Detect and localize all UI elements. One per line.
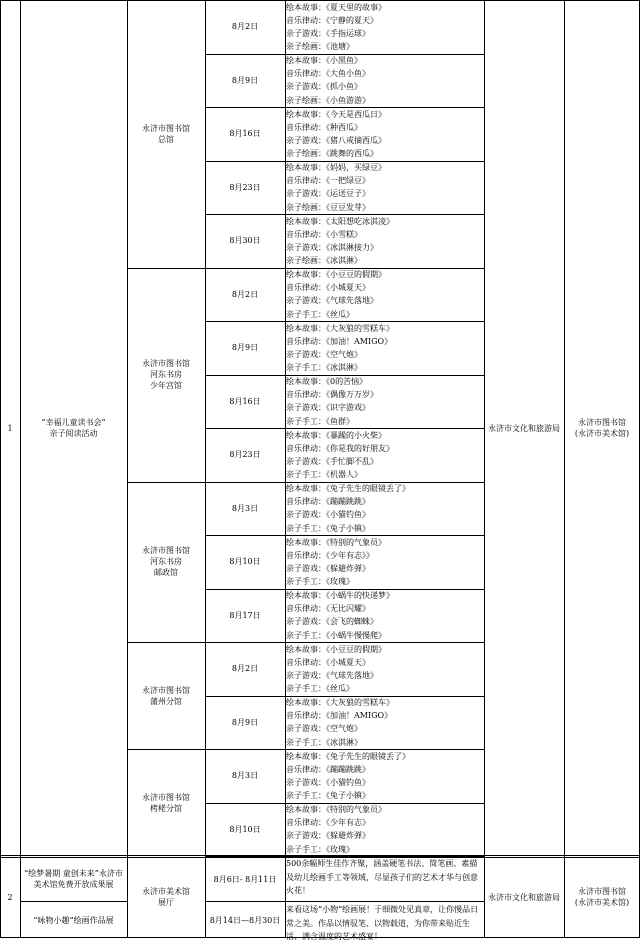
venue-puzhou-branch [127, 642, 205, 749]
row-divider-double [0, 857, 640, 858]
row2-host [564, 856, 640, 938]
activity-item: 音乐律动：《少年有志》》 [286, 550, 374, 560]
activity-item: 亲子手工：《机器人》 [286, 470, 362, 480]
session-activities [286, 803, 483, 856]
row1-index: 1 [7, 423, 13, 433]
session-activities [286, 536, 483, 589]
session-activities [286, 322, 483, 375]
activity-item: 绘本故事：《小黑鱼》 [286, 56, 362, 65]
session-date: 8月2日 [231, 22, 259, 32]
row1-organizer: 永济市文化和旅游局 [488, 423, 560, 433]
row1-host [564, 0, 640, 856]
venue-divider [127, 642, 205, 643]
activity-item: 音乐律动：《种西瓜》 [286, 122, 362, 132]
col-line-6 [564, 0, 565, 938]
activity-item: 亲子游戏：《小猫钓鱼》 [286, 777, 370, 787]
activity-item: 亲子游戏：《运送豆子》 [286, 189, 370, 199]
activity-item: 绘本故事：《特别的气象员》 [286, 537, 386, 547]
activity-item: 绘本故事：《夏天里的故事》 [286, 2, 386, 12]
activity-item: 音乐律动：《加油！AMIGO》 [286, 336, 393, 346]
session-date: 8月23日 [229, 450, 261, 460]
activity-item: 亲子游戏：《躲避炸弹》 [286, 831, 370, 841]
session-date: 8月9日 [231, 75, 259, 85]
activity-item: 绘本故事：《小蜗牛的快递梦》 [286, 591, 394, 600]
host-line-2: (永济市美术馆) [574, 898, 630, 907]
session-activities [286, 54, 483, 107]
activity-item: 亲子手工：《鱼群》 [286, 416, 354, 426]
session-date: 8月10日 [229, 557, 261, 567]
row2-organizer: 永济市文化和旅游局 [488, 892, 560, 902]
activity-item: 亲子游戏：《猪八戒摘西瓜》 [286, 135, 386, 145]
session-date: 8月16日 [229, 129, 261, 139]
exhibition-divider [205, 901, 484, 902]
activity-item: 音乐律动：《一把绿豆》 [286, 176, 370, 186]
host-line-2: (永济市美术馆) [574, 429, 630, 438]
activity-item: 亲子游戏：《手指运球》 [286, 28, 370, 38]
venue-line: 总馆 [158, 134, 174, 144]
activity-item: 亲子手工：《兔子小镇》 [286, 523, 370, 533]
venue-line: 永济市图书馆 [142, 792, 190, 802]
row2-index: 2 [7, 892, 13, 902]
session-date: 8月3日 [231, 771, 259, 781]
activity-item: 绘本故事：《兔子先生的眼镜丢了》 [286, 484, 410, 493]
session-activities [286, 696, 483, 749]
venue-line: 河东书房 [150, 557, 182, 567]
activity-item: 绘本故事：《0的苦恼》 [286, 377, 368, 386]
venue-youth-palace [127, 268, 205, 482]
activity-item: 音乐律动：《无比闪耀》 [286, 604, 370, 614]
activity-item: 亲子手工：《玫瑰》 [286, 577, 354, 587]
col-line-5 [484, 0, 485, 938]
activity-item: 亲子手工：《冰淇淋》 [286, 363, 362, 373]
venue-line: 邮政馆 [154, 568, 178, 578]
row2-exhibition-1-title [20, 856, 127, 902]
activity-item: 亲子手工：《冰淇淋》 [286, 737, 362, 747]
activity-item: 音乐律动：《小城夏天》 [286, 657, 370, 667]
activity-item: 亲子游戏：《空气炮》 [286, 349, 362, 359]
session-date: 8月30日 [229, 236, 261, 246]
host-line-1: 永济市图书馆 [578, 418, 626, 427]
row1-event-title [20, 0, 127, 856]
exhibition-title-line: 美术馆免费开放成果展 [33, 880, 114, 889]
activity-item: 绘本故事：《兔子先生的眼镜丢了》 [286, 751, 410, 761]
session-date: 8月9日 [231, 343, 259, 353]
session-activities [286, 375, 483, 428]
session-activities [286, 429, 483, 482]
activity-item: 亲子绘画：《池塘》 [286, 42, 354, 52]
activity-item: 音乐律动：《小雪糕》 [286, 229, 362, 239]
venue-line: 永济市美术馆 [142, 887, 190, 896]
activity-item: 亲子手工：《小蜗牛慢慢爬》 [286, 630, 386, 640]
activity-item: 亲子游戏：《空气炮》 [286, 724, 362, 734]
activity-item: 绘本故事：《特别的气象员》 [286, 805, 386, 814]
venue-line: 永济市图书馆 [142, 123, 190, 133]
venue-divider [127, 482, 205, 483]
activity-item: 亲子游戏：《气球先落地》 [286, 296, 378, 306]
activity-item: 亲子绘画：《冰淇淋》 [286, 256, 362, 266]
host-line-1: 永济市图书馆 [578, 887, 626, 896]
activity-item: 绘本故事：《小豆豆的假期》 [286, 270, 386, 279]
activity-item: 音乐律动：《加油！AMIGO》 [286, 711, 393, 721]
session-activities [286, 215, 483, 268]
event-title-line-2: 亲子阅读活动 [49, 429, 98, 438]
session-date: 8月10日 [229, 824, 261, 834]
activity-item: 绘本故事：《小豆豆的假期》 [286, 644, 386, 654]
activity-item: 音乐律动：《小城夏天》 [286, 283, 370, 293]
venue-divider [127, 749, 205, 750]
venue-main-library [127, 0, 205, 268]
activity-item: 绘本故事：《大灰狼的雪糕车》 [286, 698, 394, 707]
row2-exhibition-2-description: 来看这场“小物”绘画展！于细微处见真章，让你慢品日常之美。作品以情驭笔、以物载道，为你带来贴近生 [286, 905, 479, 928]
activity-item: 亲子绘画：《小鱼游游》 [286, 95, 370, 105]
activity-item: 亲子手工：《丝瓜》 [286, 309, 354, 319]
activity-item: 音乐律动：《大鱼小鱼》 [286, 69, 370, 79]
activity-item: 绘本故事：《大灰狼的雪糕车》 [286, 323, 394, 333]
activity-item: 亲子游戏：《识字游戏》 [286, 403, 370, 413]
activity-item: 音乐律动：《少年有志》 [286, 818, 370, 828]
col-line-1 [20, 0, 21, 938]
activity-item: 亲子游戏：《小猫钓鱼》 [286, 510, 370, 520]
activity-item: 亲子游戏：《气球先落地》 [286, 670, 378, 680]
row2-venue [127, 856, 205, 938]
session-activities [286, 750, 483, 803]
venue-divider [127, 268, 205, 269]
session-date: 8月3日 [231, 503, 259, 513]
row2-exhibition-1-description: 500余幅师生佳作齐聚，涵盖硬笔书法、简笔画、素描及幼儿绘画手工等领域，尽显孩子们的艺术才华与创意火花！ [286, 859, 478, 895]
venue-line: 栲栳分馆 [150, 803, 182, 813]
border-left [0, 0, 1, 938]
venue-line: 蒲州分馆 [150, 696, 182, 706]
activity-item: 音乐律动：《偶像万万岁》 [286, 390, 378, 400]
activity-item: 音乐律动：《你是我的好朋友》 [286, 443, 394, 453]
session-activities [286, 643, 483, 696]
activity-item: 亲子手工：《玫瑰》 [286, 844, 354, 854]
session-divider [205, 856, 484, 857]
venue-line: 永济市图书馆 [142, 546, 190, 556]
session-activities [286, 1, 483, 54]
event-title-line-1: “幸福儿童读书会” [41, 418, 106, 427]
session-date: 8月9日 [231, 717, 259, 727]
activity-item: 绘本故事：《暴躁的小火柴》 [286, 430, 386, 440]
activity-item: 音乐律动：《宁静的夏天》 [286, 15, 378, 25]
venue-line: 展厅 [158, 898, 174, 907]
activity-item: 亲子游戏：《手忙脚不乱》 [286, 456, 378, 466]
activity-item: 亲子游戏：《抓小鱼》 [286, 82, 362, 92]
row2-exhibition-2-date: 8月14日—8月30日 [209, 915, 281, 925]
session-activities [286, 482, 483, 535]
session-activities [286, 161, 483, 214]
activity-item: 绘本故事：《今天是西瓜日》 [286, 109, 386, 119]
session-date: 8月16日 [229, 396, 261, 406]
activity-item: 绘本故事：《太阳想吃冰淇凌》 [286, 216, 394, 226]
activity-item: 亲子游戏：《会飞的蜘蛛》 [286, 617, 378, 627]
activity-item: 音乐律动：《蹦蹦跳跳》 [286, 764, 370, 774]
venue-line: 少年宫馆 [150, 381, 182, 390]
row2-exhibition-2-title [20, 902, 127, 938]
venue-post-office [127, 482, 205, 643]
activity-item: 亲子绘画：《豆豆发芽》 [286, 202, 370, 212]
session-date: 8月23日 [229, 182, 261, 192]
exhibition-title-line: “绘梦暑期 童创未来”永济市 [24, 869, 123, 878]
activity-item: 亲子游戏：《躲避炸弹》 [286, 563, 370, 573]
activity-item: 绘本故事：《妈妈，买绿豆》 [286, 163, 386, 172]
exhibition-divider [20, 901, 127, 902]
session-date: 8月17日 [229, 610, 261, 620]
exhibition-title-line: “咏物小趣”绘画作品展 [33, 915, 114, 925]
venue-kaolao-branch [127, 749, 205, 856]
row2-exhibition-1-date: 8月6日- 8月11日 [213, 874, 277, 884]
session-activities [286, 108, 483, 161]
session-date: 8月2日 [231, 664, 259, 674]
venue-line: 河东书房 [150, 370, 182, 379]
activity-item: 亲子绘画：《跳舞的西瓜》 [286, 149, 378, 159]
activity-item: 音乐律动：《蹦蹦跳跳》 [286, 497, 370, 507]
venue-line: 永济市图书馆 [142, 685, 190, 695]
col-line-2 [127, 0, 128, 938]
session-activities [286, 268, 483, 321]
activity-item: 亲子游戏：《冰淇淋接力》 [286, 242, 378, 252]
session-date: 8月2日 [231, 289, 259, 299]
activity-item: 亲子手工：《丝瓜》 [286, 684, 354, 694]
session-activities [286, 589, 483, 642]
venue-line: 永济市图书馆 [142, 359, 190, 368]
activity-item: 亲子手工：《兔子小镇》 [286, 791, 370, 801]
